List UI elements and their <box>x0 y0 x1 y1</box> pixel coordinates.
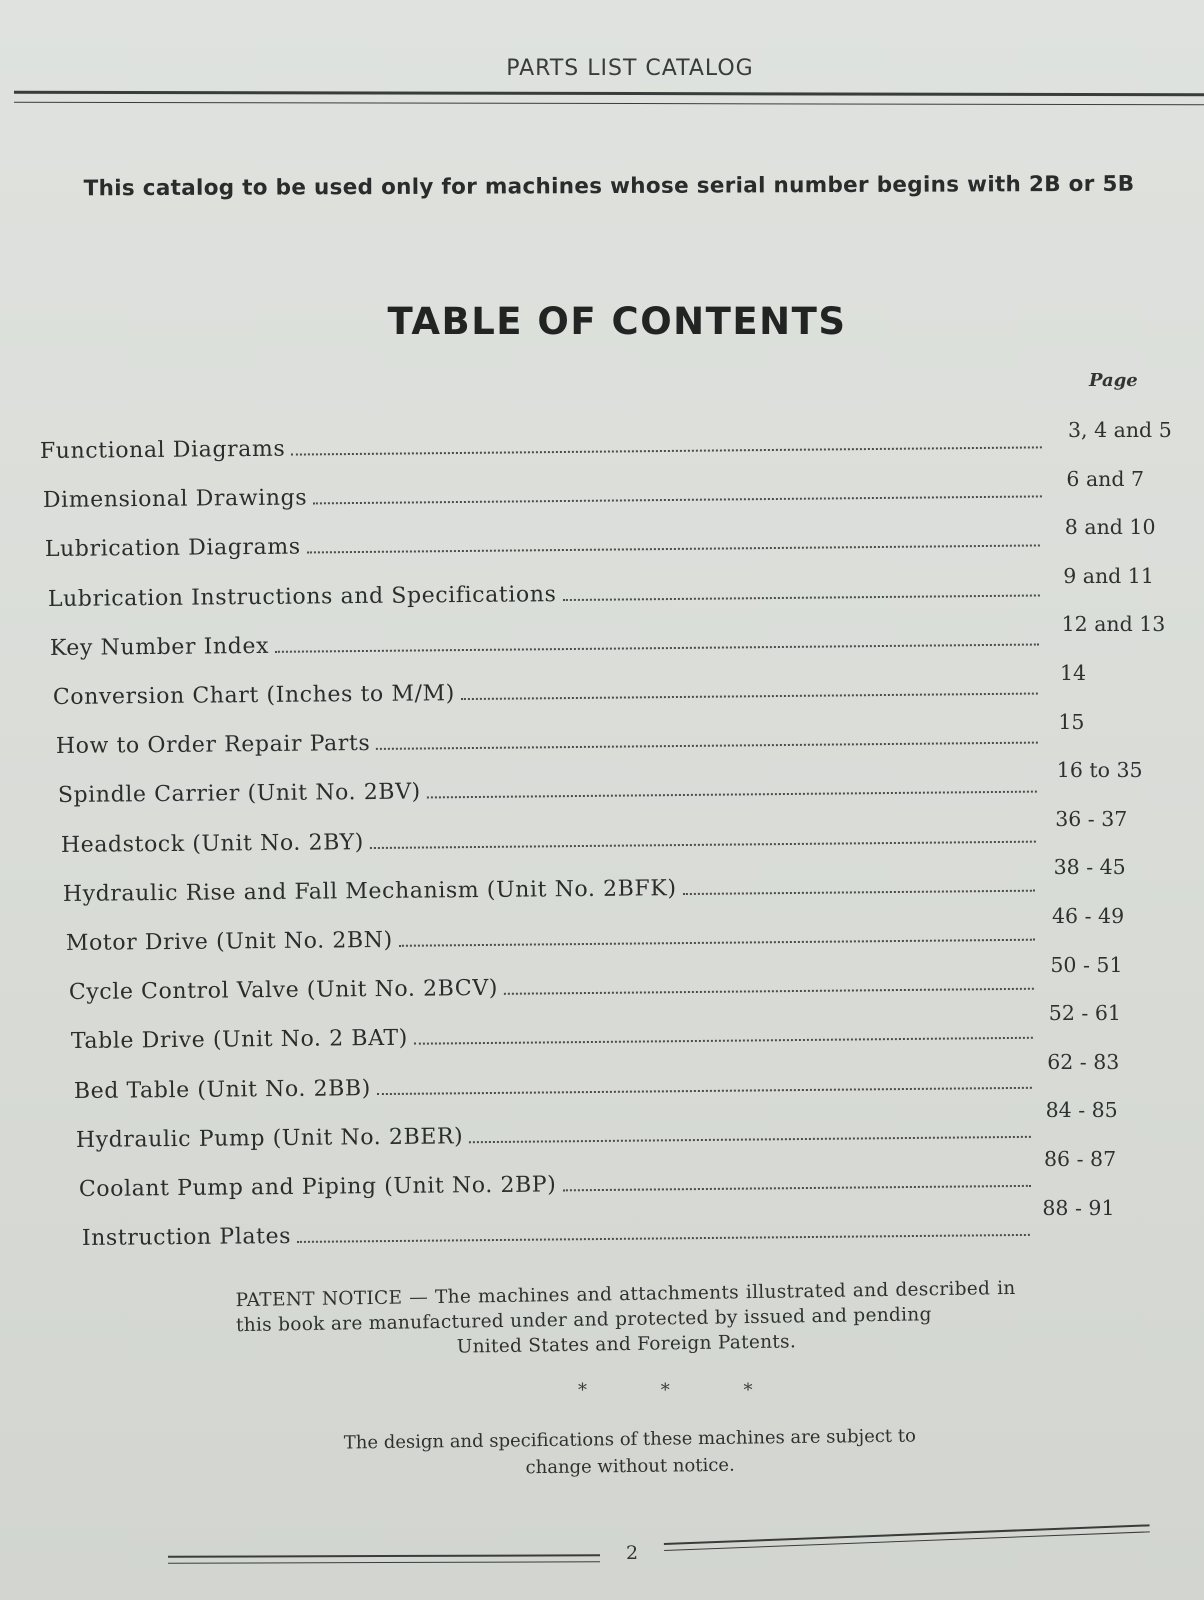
patent-notice-last-line: United States and Foreign Patents. <box>456 1331 797 1358</box>
toc-entry-label: Lubrication Diagrams <box>44 534 301 563</box>
toc-entry <box>45 523 1041 563</box>
toc-dot-leader <box>377 1086 1032 1094</box>
toc-entry-label: Cycle Control Valve (Unit No. 2BCV) <box>68 976 498 1006</box>
running-head: PARTS LIST CATALOG <box>506 56 754 81</box>
toc-dot-leader <box>297 1234 1030 1243</box>
toc-dot-leader <box>470 1136 1032 1143</box>
toc-entry-page: 84 - 85 <box>1045 1098 1118 1123</box>
patent-notice-text: — The machines and attachments illustrated and described in this book are manufactured under and protected by issued and pending <box>235 1277 1016 1337</box>
toc-entry <box>76 1114 1031 1153</box>
toc-entry-label: Headstock (Unit No. 2BY) <box>60 829 364 858</box>
toc-dot-leader <box>399 939 1035 947</box>
patent-notice <box>235 1276 1016 1363</box>
toc-dot-leader <box>504 988 1034 995</box>
toc-entry <box>48 572 1040 612</box>
asterisk-separator: * * * <box>578 1380 787 1401</box>
toc-entry <box>53 671 1038 710</box>
toc-entry-page: 52 - 61 <box>1048 1001 1121 1026</box>
toc-entry-page: 62 - 83 <box>1047 1049 1120 1074</box>
header-double-rule <box>14 91 1204 105</box>
toc-entry-label: Functional Diagrams <box>39 436 286 464</box>
toc-entry-label: How to Order Repair Parts <box>55 731 370 760</box>
footer-rule-left <box>168 1554 600 1564</box>
toc-entry-label: Motor Drive (Unit No. 2BN) <box>65 927 393 956</box>
toc-entry <box>71 1015 1033 1054</box>
toc-dot-leader <box>275 643 1038 652</box>
toc-dot-leader <box>562 1185 1030 1191</box>
toc-entry <box>63 867 1035 906</box>
toc-dot-leader <box>461 693 1038 701</box>
toc-entry-page: 3, 4 and 5 <box>1068 418 1172 442</box>
toc-entry-page: 38 - 45 <box>1053 855 1126 880</box>
toc-entry <box>68 966 1033 1005</box>
toc-entry-page: 86 - 87 <box>1044 1147 1117 1171</box>
patent-notice-heading: PATENT NOTICE <box>235 1287 403 1312</box>
toc-entry-label: Hydraulic Rise and Fall Mechanism (Unit No. 2BFK) <box>63 875 678 907</box>
toc-entry-label: Spindle Carrier (Unit No. 2BV) <box>57 779 422 809</box>
toc-entry-page: 88 - 91 <box>1042 1195 1115 1220</box>
toc-entry <box>58 769 1037 808</box>
toc-entry-label: Conversion Chart (Inches to M/M) <box>52 681 455 710</box>
toc-entry <box>40 424 1042 464</box>
toc-dot-leader <box>562 594 1039 601</box>
footer-rule-right <box>664 1524 1150 1551</box>
toc-entry-label: Dimensional Drawings <box>42 485 307 514</box>
toc-entry <box>79 1163 1031 1202</box>
toc-title: TABLE OF CONTENTS <box>387 300 847 343</box>
toc-entry-page: 8 and 10 <box>1064 515 1156 540</box>
design-notice: The design and specifications of these machines are subject to change without notice. <box>343 1425 917 1479</box>
toc-entry-label: Instruction Plates <box>81 1224 291 1252</box>
toc-entry-page: 12 and 13 <box>1061 612 1166 637</box>
toc-entry <box>55 720 1037 759</box>
page-number: 2 <box>626 1542 639 1564</box>
toc-entry-label: Table Drive (Unit No. 2 BAT) <box>70 1026 409 1055</box>
toc-entry <box>74 1064 1033 1103</box>
toc-dot-leader <box>427 791 1037 799</box>
toc-entry-page: 16 to 35 <box>1056 758 1143 783</box>
toc-entry-page: 14 <box>1060 661 1087 685</box>
page-column-label: Page <box>1089 370 1138 391</box>
toc-entry <box>42 474 1041 514</box>
toc-dot-leader <box>291 446 1042 455</box>
toc-entry-label: Bed Table (Unit No. 2BB) <box>73 1075 371 1104</box>
toc-entry-page: 15 <box>1058 709 1085 734</box>
toc-entry-page: 36 - 37 <box>1055 806 1128 831</box>
toc-entry-page: 6 and 7 <box>1066 466 1145 491</box>
toc-entry-page: 9 and 11 <box>1063 563 1154 588</box>
toc-entry-page: 46 - 49 <box>1052 904 1125 928</box>
toc-dot-leader <box>307 545 1040 554</box>
toc-dot-leader <box>313 496 1041 505</box>
toc-entry-label: Hydraulic Pump (Unit No. 2BER) <box>76 1124 464 1153</box>
toc-entry-page: 50 - 51 <box>1050 952 1123 977</box>
serial-number-notice: This catalog to be used only for machines whose serial number begins with 2B or 5B <box>83 171 1135 202</box>
toc-entry <box>81 1212 1030 1251</box>
toc-entry-label: Coolant Pump and Piping (Unit No. 2BP) <box>78 1172 557 1202</box>
toc-entry <box>61 818 1036 857</box>
toc-dot-leader <box>376 742 1037 750</box>
toc-entry <box>66 917 1035 956</box>
toc-dot-leader <box>683 889 1035 894</box>
toc-dot-leader <box>370 840 1036 848</box>
toc-entry-label: Lubrication Instructions and Specifications <box>47 581 557 612</box>
toc-dot-leader <box>414 1037 1033 1045</box>
toc-entry-label: Key Number Index <box>50 633 270 661</box>
toc-entry <box>50 621 1039 660</box>
